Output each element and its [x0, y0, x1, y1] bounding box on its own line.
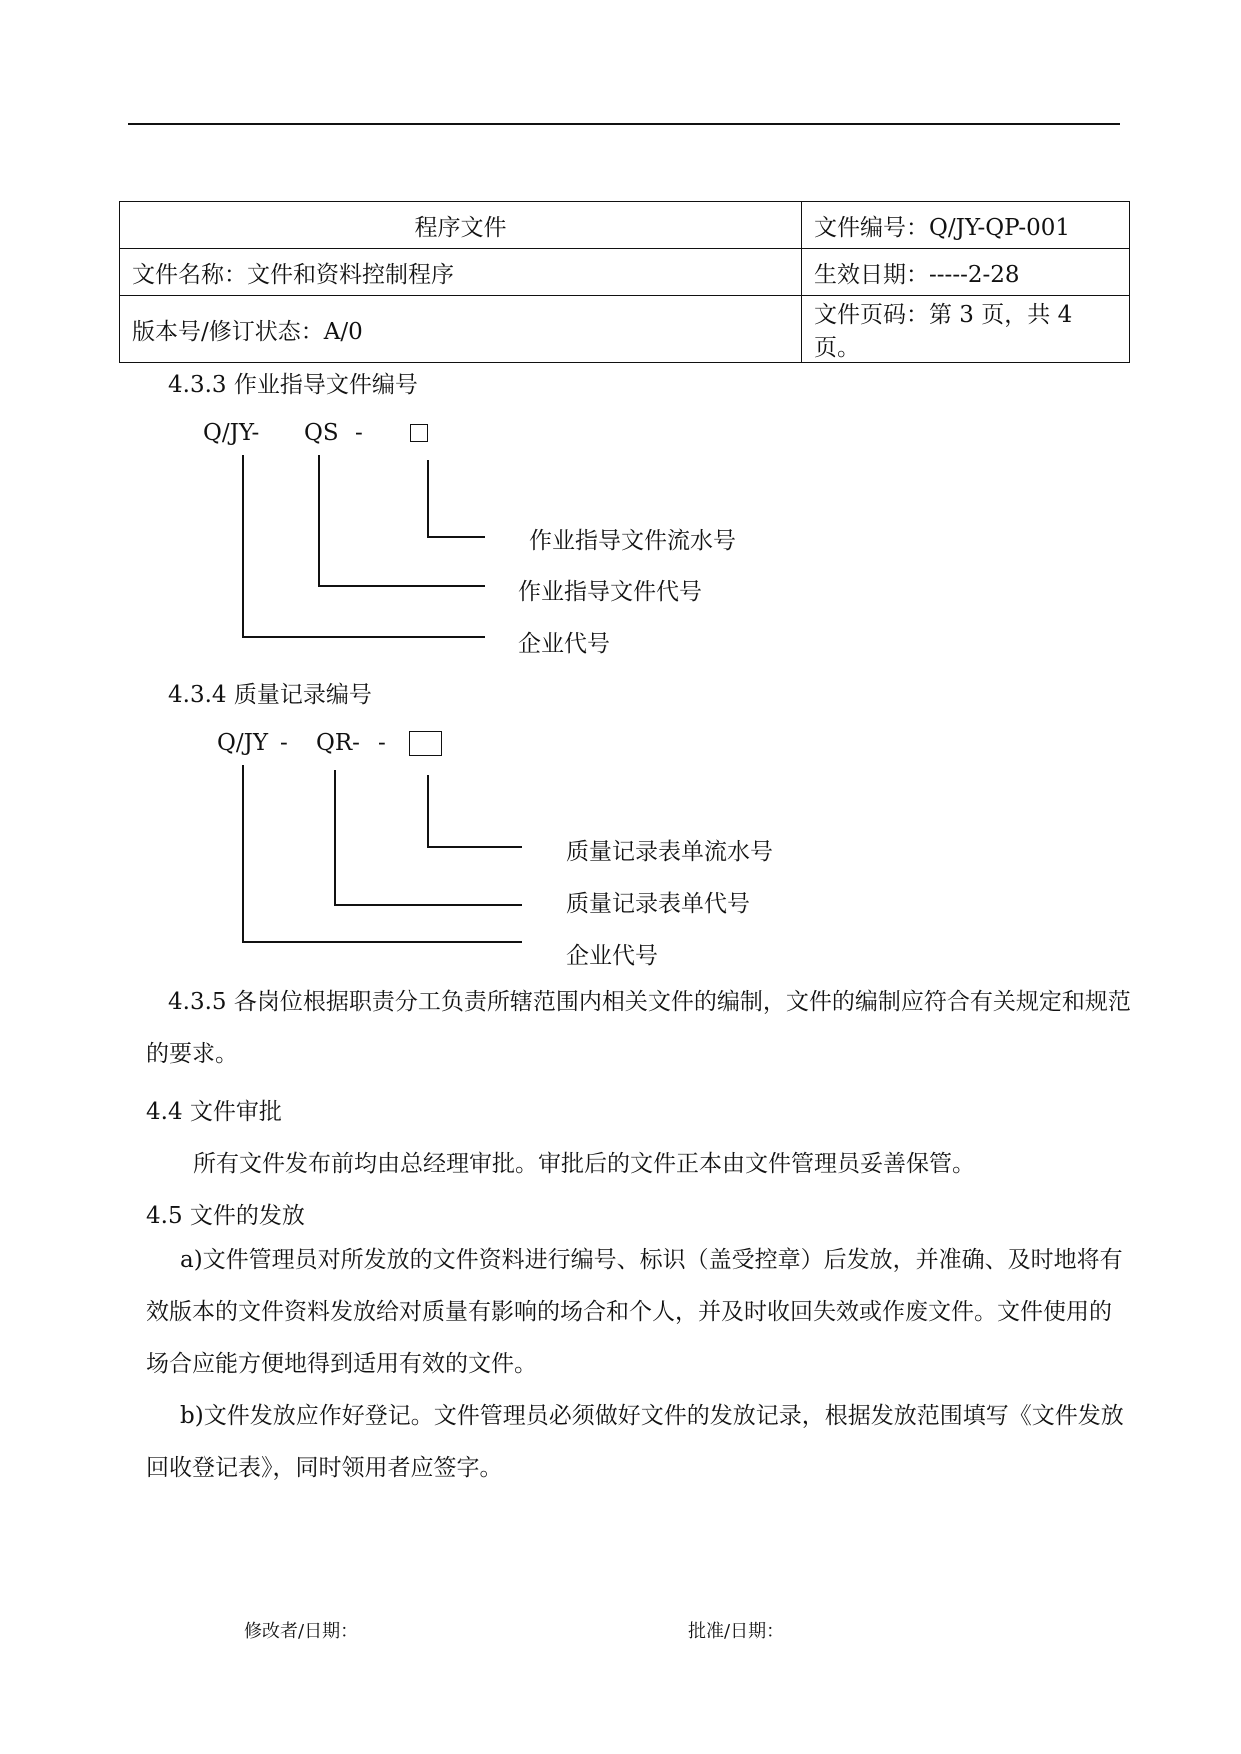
s433-code-type: QS [304, 420, 339, 446]
s433-company-vline [242, 455, 244, 638]
s434-serial-hline [427, 846, 522, 848]
section-44-heading: 4.4 文件审批 [146, 1099, 282, 1125]
s434-code-vline [334, 770, 336, 906]
s433-code-hline [318, 585, 485, 587]
section-45-item-b: b)文件发放应作好登记。文件管理员必须做好文件的发放记录，根据发放范围填写《文件发放回收登记表》，同时领用者应签字。 [146, 1403, 1124, 1481]
s433-label-serial: 作业指导文件流水号 [529, 528, 736, 554]
section-45-item-a: a)文件管理员对所发放的文件资料进行编号、标识（盖受控章）后发放，并准确、及时地将有效版本的文件资料发放给对质量有影响的场合和个人，并及时收回失效或作废文件。文件使用的场合应能方便地得到适用有效的文件。 [146, 1247, 1123, 1377]
footer-approver: 批准/日期： [688, 1621, 785, 1642]
section-435-text: 4.3.5 各岗位根据职责分工负责所辖范围内相关文件的编制，文件的编制应符合有关规定和规范的要求。 [146, 989, 1131, 1067]
top-rule [128, 123, 1120, 125]
s434-code-dash1: - [280, 730, 288, 756]
s433-code-dash: - [355, 420, 363, 446]
s434-code-prefix: Q/JY [217, 730, 269, 756]
s433-label-company: 企业代号 [518, 631, 610, 657]
s433-code-vline [318, 455, 320, 587]
s433-company-hline [242, 636, 485, 638]
s434-label-serial: 质量记录表单流水号 [566, 839, 773, 865]
header-table [119, 201, 1130, 363]
header-version: 版本号/修订状态：A/0 [120, 296, 802, 363]
header-page-info: 文件页码：第 3 页，共 4 页。 [802, 296, 1130, 363]
s434-serial-vline [427, 775, 429, 848]
s433-label-code: 作业指导文件代号 [518, 579, 702, 605]
s434-code-dash2: - [378, 730, 386, 756]
header-title: 程序文件 [120, 202, 802, 249]
s433-code-prefix: Q/JY- [203, 420, 260, 446]
s433-serial-box [410, 424, 428, 442]
s434-company-vline [242, 765, 244, 943]
s433-serial-hline [427, 536, 485, 538]
s433-serial-vline [427, 460, 429, 538]
footer-modifier: 修改者/日期： [244, 1621, 359, 1642]
section-45-heading: 4.5 文件的发放 [146, 1203, 305, 1229]
s434-label-code: 质量记录表单代号 [566, 891, 750, 917]
s434-label-company: 企业代号 [566, 943, 658, 969]
s434-code-type: QR- [316, 730, 360, 756]
header-effective-date: 生效日期：-----2-28 [802, 249, 1130, 296]
section-433-heading: 4.3.3 作业指导文件编号 [168, 372, 418, 398]
header-doc-name: 文件名称：文件和资料控制程序 [120, 249, 802, 296]
header-doc-no: 文件编号：Q/JY-QP-001 [802, 202, 1130, 249]
section-44-text: 所有文件发布前均由总经理审批。审批后的文件正本由文件管理员妥善保管。 [193, 1151, 975, 1177]
s434-code-hline [334, 904, 522, 906]
s434-serial-box [409, 731, 442, 756]
s434-company-hline [242, 941, 522, 943]
section-434-heading: 4.3.4 质量记录编号 [168, 682, 372, 708]
